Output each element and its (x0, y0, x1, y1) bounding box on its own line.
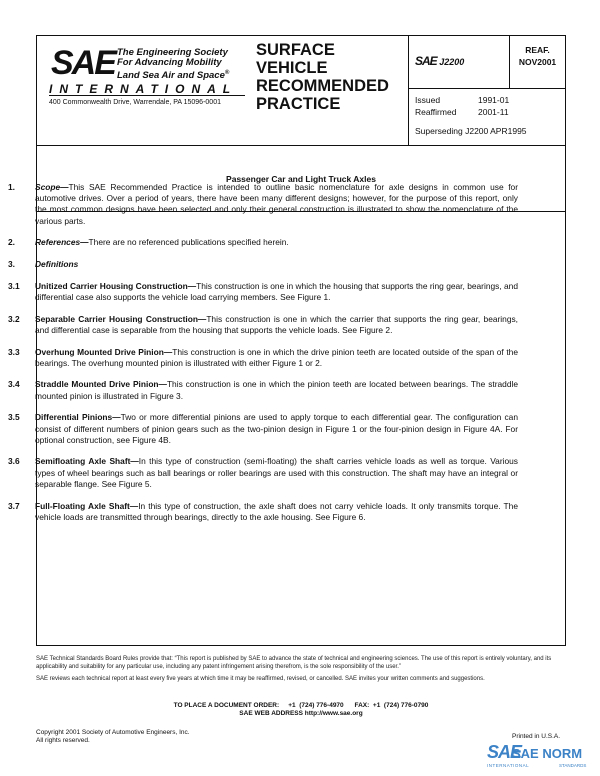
document-type-block (252, 36, 408, 145)
title-line-4: PRACTICE (256, 95, 341, 113)
printed-in: Printed in U.S.A. (512, 733, 561, 740)
issue-dates-cell (408, 89, 565, 145)
stamp-sub-left: INTERNATIONAL (487, 763, 530, 768)
superseding-note: Superseding J2200 APR1995 (415, 126, 527, 136)
sae-small-logo: SAE (415, 54, 437, 68)
review-note: SAE reviews each technical report at least every five years at which time it may be reaffirmed, revised, or cancelled. SAE invites your written comments and suggestions. (36, 676, 485, 682)
board-rules-note: SAE Technical Standards Board Rules provide that: “This report is published by SAE to advance the state of technical and engineering sciences. The use of this report is entirely voluntary, and its applicability and suitability for any particular use, including any patent infringement arising therefrom, is the sole responsibility of the user.” (36, 656, 552, 670)
section-3-1 (8, 281, 518, 303)
tagline-line-3-text: Land Sea Air and Space (117, 70, 225, 82)
section-text: This construction is one in which the housing that supports the ring gear, bearings, and differential case also supports the vehicle load carrying members. See Figure 1. (35, 280, 518, 302)
document-number-cell (408, 36, 509, 89)
section-number: 3. (8, 259, 15, 270)
doc-number-text: J2200 (439, 57, 465, 67)
section-heading: Separable Carrier Housing Construction— (35, 313, 207, 324)
section-3-2 (8, 314, 518, 336)
section-text: There are no referenced publications specified herein. (88, 237, 289, 248)
title-line-1: SURFACE (256, 41, 335, 59)
stamp-sae-logo: SAE (487, 742, 522, 762)
wordmark-rule (49, 95, 245, 96)
section-heading: Scope— (35, 182, 69, 192)
section-heading: Semifloating Axle Shaft— (35, 456, 139, 467)
issued-row (415, 95, 510, 105)
order-phone-fax: TO PLACE A DOCUMENT ORDER: +1 (724) 776-4970 FAX: +1 (724) 776-0790 (173, 702, 429, 709)
section-text: This construction is one in which the carrier that supports the ring gear, bearings, and differential case is separable from the housing that supports the vehicle loads. See Figure 2. (35, 313, 518, 335)
section-text: This construction is one in which the pinion teeth are located between bearings. The straddle mounted pinion is illustrated in Figure 3. (35, 379, 518, 401)
section-1 (8, 182, 518, 227)
section-heading: Straddle Mounted Drive Pinion— (35, 379, 167, 390)
section-number: 1. (8, 182, 15, 192)
section-3-6 (8, 456, 518, 490)
section-text: In this type of construction (semi-floating) the shaft carries vehicle loads as well as torque. Various types of wheel bearings such as ball bearings or roller bearings are used with this construction. The shaft may have an integral or separable flange. See Figure 5. (35, 456, 518, 489)
reaffirmed-label: Reaffirmed (415, 107, 457, 117)
footer-notes (36, 656, 566, 689)
title-line-2: VEHICLE (256, 59, 328, 77)
section-text: In this type of construction, the axle shaft does not carry vehicle loads. It only transmits torque. The vehicle loads are transmitted through bearings, directly to the axle housing. See Figure 6. (35, 500, 518, 522)
section-number: 3.1 (8, 280, 20, 291)
section-3 (8, 259, 518, 270)
reaf-line-1: REAF. (525, 45, 550, 55)
section-text: Two or more differential pinions are used to apply torque to each differential gear. The configuration can consist of different numbers of pinion gears such as the two-pinion design in Figure 1 or the four-pinion design in Figure 4A. For optional construction, see Figure 4B. (35, 412, 518, 445)
copyright-line: Copyright 2001 Society of Automotive Engineers, Inc. (36, 729, 190, 736)
section-text: This construction is one in which the drive pinion teeth are located outside of the span of the bearings. The overhung mounted pinion is illustrated with either Figure 1 or 2. (35, 346, 518, 368)
stamp-name: SAE NORM (512, 746, 583, 761)
section-number: 2. (8, 237, 15, 248)
document-type-title (256, 41, 389, 113)
section-3-4 (8, 379, 518, 401)
section-heading: Full-Floating Axle Shaft— (35, 500, 139, 511)
tagline-line-3 (117, 68, 229, 81)
issued-value: 1991-01 (478, 95, 510, 105)
rights-line: All rights reserved. (36, 737, 90, 744)
section-number: 3.5 (8, 412, 20, 423)
section-number: 3.6 (8, 456, 20, 467)
title-line-3: RECOMMENDED (256, 77, 389, 95)
section-heading: Overhung Mounted Drive Pinion— (35, 346, 173, 357)
web-address: SAE WEB ADDRESS http://www.sae.org (239, 710, 363, 717)
reaf-line-2: NOV2001 (518, 57, 557, 67)
reaffirmed-value: 2001-11 (478, 107, 509, 117)
section-3-5 (8, 412, 518, 446)
section-heading: Unitized Carrier Housing Construction— (35, 280, 197, 291)
section-number: 3.3 (8, 346, 20, 357)
header-row (37, 36, 565, 146)
document-body (8, 182, 518, 533)
reaffirmation-cell (509, 36, 565, 89)
sae-norm-stamp (487, 742, 587, 770)
international-wordmark: INTERNATIONAL (49, 82, 238, 96)
section-number: 3.2 (8, 313, 20, 324)
tagline-line-2: For Advancing Mobility (117, 57, 222, 68)
section-number: 3.4 (8, 379, 20, 390)
document-number (415, 54, 464, 68)
section-number: 3.7 (8, 500, 20, 511)
reaffirmed-row (415, 107, 509, 117)
tagline-line-1: The Engineering Society (117, 47, 228, 58)
section-heading: References— (35, 237, 89, 248)
order-info (36, 702, 566, 718)
section-text: This SAE Recommended Practice is intended to outline basic nomenclature for axle designs in common use for automotive drives. Over a period of years, there have been many different designs; however, for the purpose of this report, only the most common designs have been selected and only their general construction is illustrated to show the nomenclature of the various parts. (35, 182, 518, 226)
section-2 (8, 237, 518, 248)
registered-mark: ® (224, 70, 230, 76)
sae-logo-block (37, 36, 252, 145)
section-3-7 (8, 501, 518, 523)
stamp-sub-right: STANDARDS (559, 763, 587, 768)
section-heading: Differential Pinions— (35, 412, 121, 423)
section-3-3 (8, 347, 518, 369)
copyright-block (36, 729, 190, 745)
issued-label: Issued (415, 95, 441, 105)
sae-address: 400 Commonwealth Drive, Warrendale, PA 15096-0001 (49, 99, 221, 106)
sae-logo: SAE (51, 44, 115, 82)
section-heading: Definitions (35, 259, 79, 270)
sae-tagline (117, 48, 229, 81)
reaffirmation-label (510, 44, 565, 68)
document-subtitle: Passenger Car and Light Truck Axles (226, 174, 376, 184)
